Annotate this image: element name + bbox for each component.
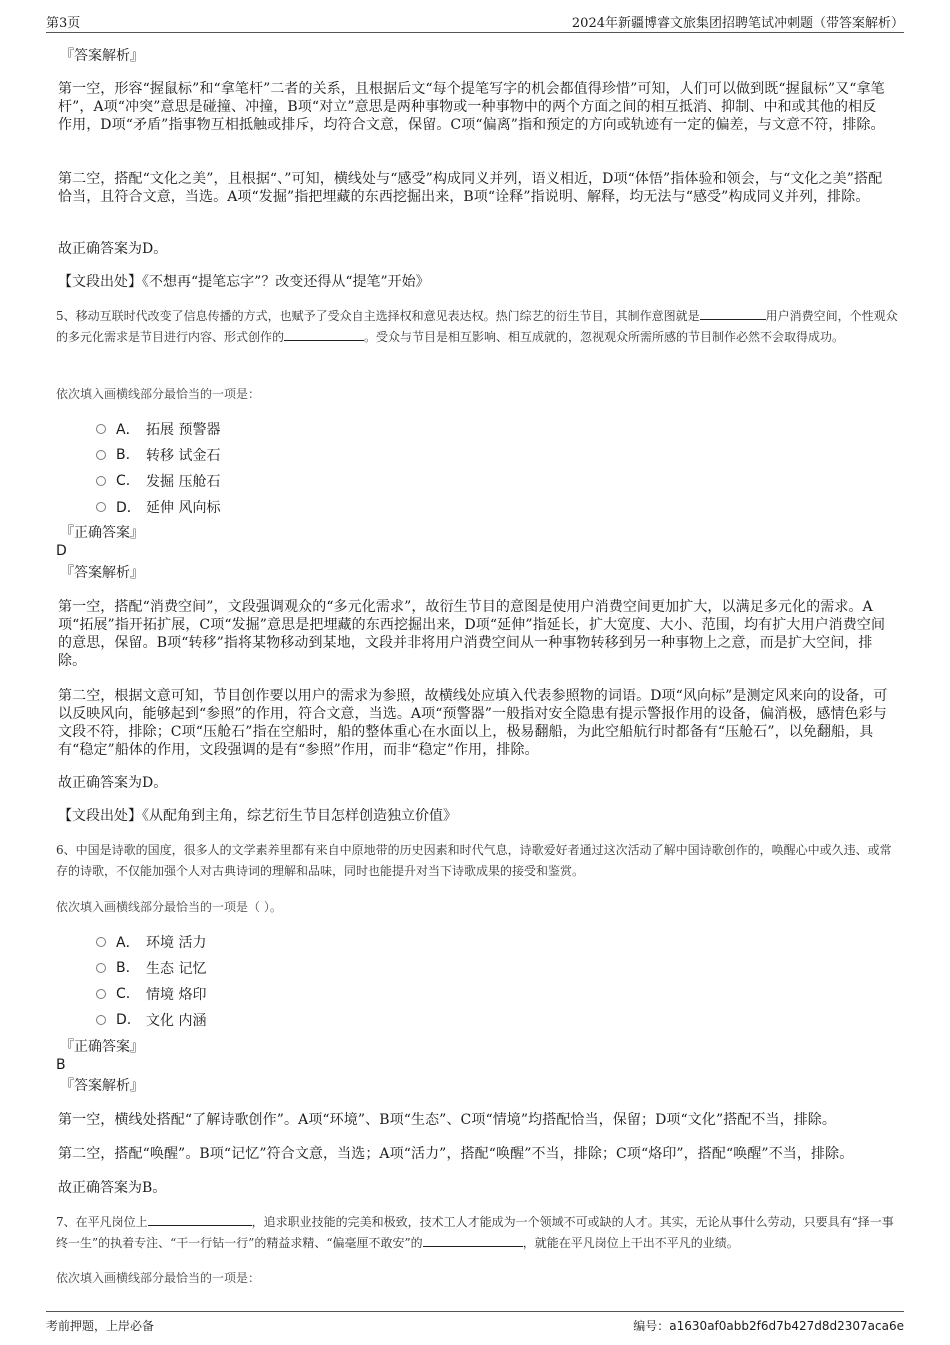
conclusion: 故正确答案为D。 [58,241,168,257]
radio-icon[interactable] [96,424,106,434]
conclusion: 故正确答案为D。 [58,775,168,791]
analysis-paragraph: 第一空，横线处搭配“了解诗歌创作”。A项“环境”、B项“生态”、C项“情境”均搭配恰当，保留；D项“文化”搭配不当，排除。 [58,1112,837,1128]
question-stem: 5、移动互联时代改变了信息传播的方式，也赋予了受众自主选择权和意见表达权。热门综艺的衍生节目，其制作意图就是 用户消费空间，个性观众的多元化需求是节目进行内容、形式创作的 。受众与节目是相互影响、相互成就的，忽视观众所需所感的节目制作必然不会取得成功。 [56,309,898,344]
analysis-paragraph: 第二空，搭配“唤醒”。B项“记忆”符合文意，当选；A项“活力”，搭配“唤醒”不当，排除；C项“烙印”，搭配“唤醒”不当，排除。 [58,1146,854,1162]
source: 【文段出处】《从配角到主角，综艺衍生节目怎样创造独立价值》 [58,808,457,824]
analysis-paragraph: 第一空，形容“握鼠标”和“拿笔杆”二者的关系，且根据后文“每个提笔写字的机会都值得珍惜”可知，人们可以做到既“握鼠标”又“拿笔杆”，A项“冲突”意思是碰撞、冲撞，B项“对立”意思是两种事物或一种事物中的两个方面之间的相互抵消、抑制、中和或其他的相反作用，D项“矛盾”指事物互相抵触或排斥，均符合文意，保留。C项“偏离”指和预定的方向或轨迹有一定的偏差，与文意不符，排除。 [58,81,885,133]
correct-answer-label: 『正确答案』 [60,525,144,541]
analysis-paragraph: 第一空，搭配“消费空间”，文段强调观众的“多元化需求”，故衍生节目的意图是使用户消费空间更加扩大，以满足多元化的需求。A项“拓展”指开拓扩展，C项“发掘”意思是把埋藏的东西挖掘出来，D项“延伸”指延长，扩大宽度、大小、范围，均有扩大用户消费空间的意思，保留。B项“转移”指将某物移动到某地，文段并非将用户消费空间从一种事物转移到另一种事物上之意，而是扩大空间，排除。 [58,599,886,669]
radio-icon[interactable] [96,937,106,947]
correct-answer: D [56,543,67,559]
blank [148,1213,252,1226]
question-instruction: 依次填入画横线部分最恰当的一项是（ ）。 [56,900,282,914]
page-number: 第3页 [46,15,81,31]
blank [284,328,364,341]
question-instruction: 依次填入画横线部分最恰当的一项是： [56,1271,261,1285]
page-footer [46,1311,904,1334]
option-b[interactable]: B. 转移 试金石 [96,445,220,465]
footer-slogan: 考前押题，上岸必备 [46,1319,155,1333]
document-title: 2024年新疆博睿文旅集团招聘笔试冲刺题（带答案解析） [571,15,904,31]
correct-answer-label: 『正确答案』 [60,1039,144,1055]
blank [423,1234,523,1247]
radio-icon[interactable] [96,1015,106,1025]
radio-icon[interactable] [96,989,106,999]
analysis-paragraph: 第二空，根据文意可知，节目创作要以用户的需求为参照，故横线处应填入代表参照物的词语。D项“风向标”是测定风来向的设备，可以反映风向，能够起到“参照”的作用，符合文意，当选。A项“预警器”一般指对安全隐患有提示警报作用的设备，偏消极，感情色彩与文段不符，排除；C项“压舱石”指在空船时，船的整体重心在水面以上，极易翻船，为此空船航行时都备有“压舱石”，以免翻船，具有“稳定”船体的作用，文段强调的是有“参照”作用，而非“稳定”作用，排除。 [58,688,888,758]
option-d[interactable]: D． 延伸 风向标 [96,497,220,517]
radio-icon[interactable] [96,476,106,486]
analysis-label: 『答案解析』 [60,1078,144,1094]
blank [700,307,766,320]
option-a[interactable]: A． 拓展 预警器 [96,419,220,439]
option-a[interactable]: A． 环境 活力 [96,932,206,952]
question-instruction: 依次填入画横线部分最恰当的一项是： [56,387,261,401]
option-c[interactable]: C. 发掘 压舱石 [96,471,220,491]
correct-answer: B [56,1057,66,1073]
analysis-label: 『答案解析』 [60,565,144,581]
question-stem: 7、在平凡岗位上 ，追求职业技能的完美和极致，技术工人才能成为一个领域不可或缺的人才。其实，无论从事什么劳动，只要具有“择一事终一生”的执着专注、“干一行钻一行”的精益求精、“偏毫厘不敢安”的 ，就能在平凡岗位上干出不平凡的业绩。 [56,1215,894,1250]
option-b[interactable]: B. 生态 记忆 [96,958,206,978]
option-d[interactable]: D. 文化 内涵 [96,1010,206,1030]
radio-icon[interactable] [96,963,106,973]
radio-icon[interactable] [96,450,106,460]
analysis-paragraph: 第二空，搭配“文化之美”，且根据“、”可知，横线处与“感受”构成同义并列，语义相近，D项“体悟”指体验和领会，与“文化之美”搭配恰当，且符合文意，当选。A项“发掘”指把埋藏的东西挖掘出来，B项“诠释”指说明、解释，均无法与“感受”构成同义并列，排除。 [58,171,883,205]
document-code: 编号：a1630af0abb2f6d7b427d8d2307aca6e [633,1319,904,1333]
radio-icon[interactable] [96,502,106,512]
analysis-label: 『答案解析』 [60,48,144,64]
option-c[interactable]: C. 情境 烙印 [96,984,206,1004]
conclusion: 故正确答案为B。 [58,1180,167,1196]
page-header [46,10,904,33]
source: 【文段出处】《不想再“提笔忘字”？改变还得从“提笔”开始》 [58,274,430,290]
question-stem: 6、中国是诗歌的国度，很多人的文学素养里都有来自中原地带的历史因素和时代气息，诗歌爱好者通过这次活动了解中国诗歌创作的，唤醒心中或久违、或常存的诗歌，不仅能加强个人对古典诗词的理解和品味，同时也能提升对当下诗歌成果的接受和鉴赏。 [56,843,892,878]
